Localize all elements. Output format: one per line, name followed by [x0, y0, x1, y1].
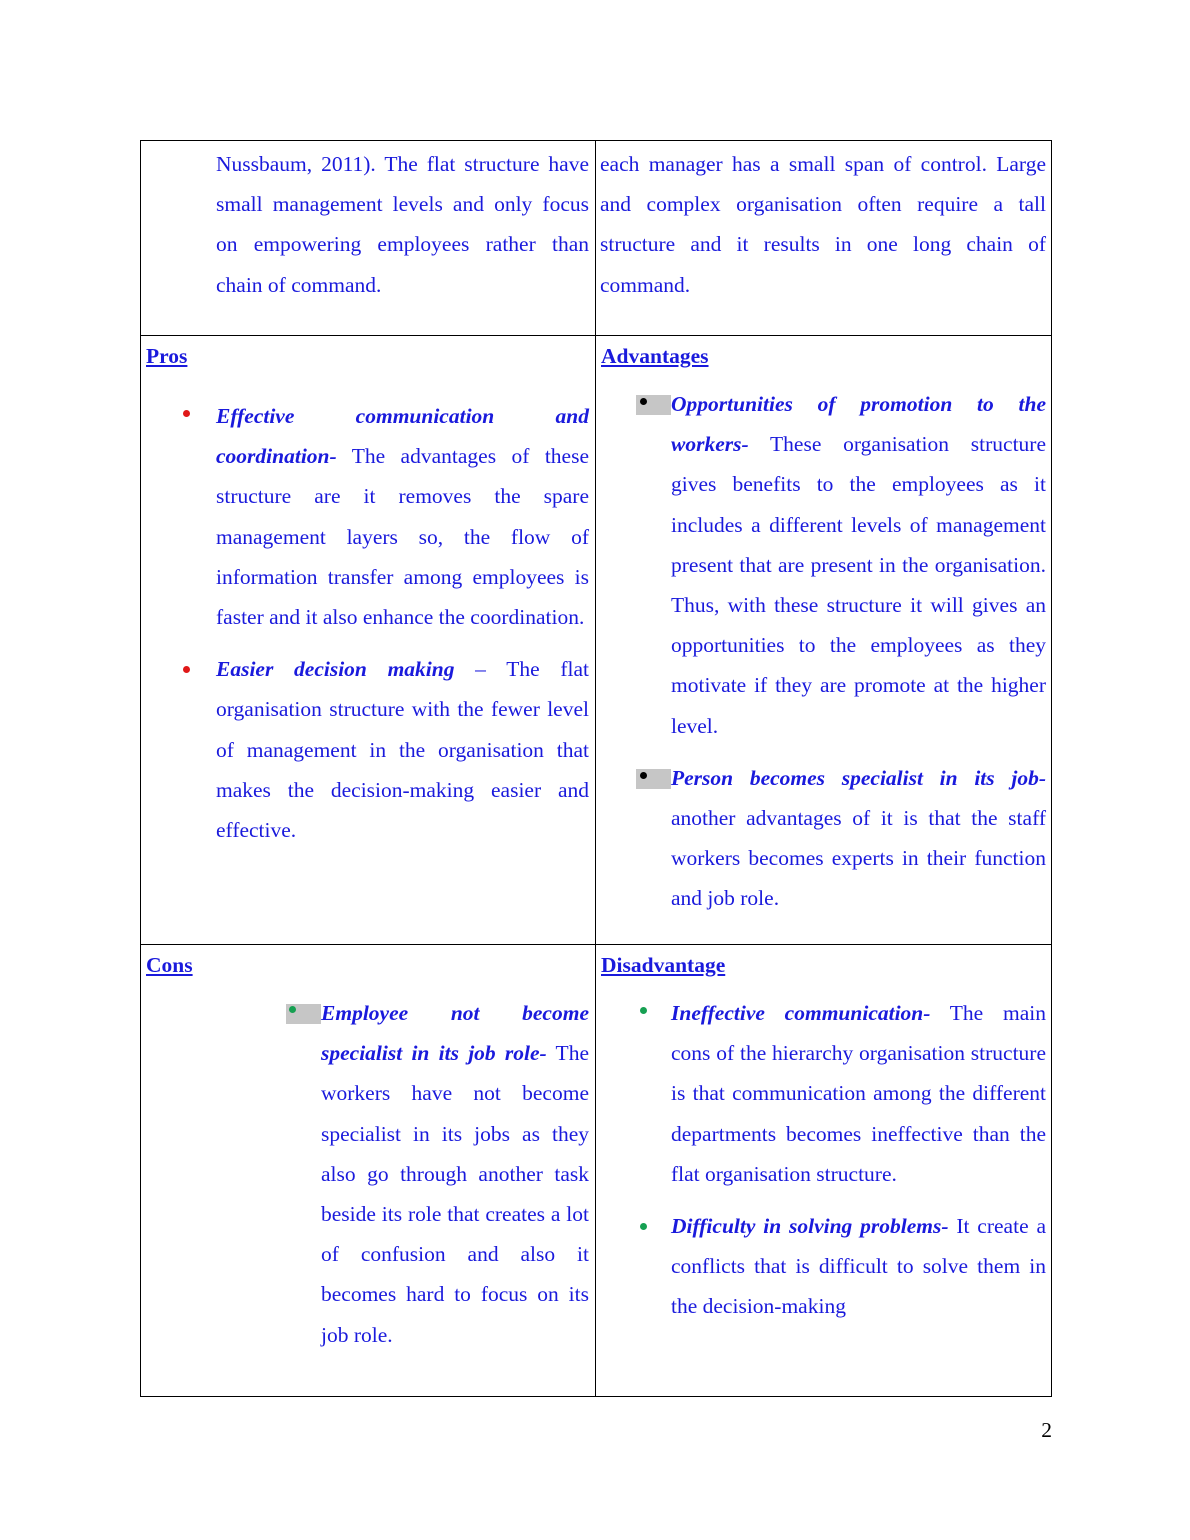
- list-item-term: Effective communication and coordination-: [216, 404, 589, 469]
- list-item-text: The main cons of the hierarchy organisation structure is that communication among the different departments becomes ineffective than the flat organisation structure.: [671, 1001, 1046, 1186]
- bullet-icon: [640, 398, 647, 405]
- list-item-text: another advantages of it is that the staff workers becomes experts in their function and job role.: [671, 806, 1046, 911]
- list-item-term: Opportunities of promotion to the workers-: [671, 392, 1046, 457]
- advantages-heading: Advantages: [601, 344, 709, 368]
- bullet-icon: [640, 1223, 647, 1230]
- table-cell: [596, 945, 1052, 1397]
- cons-heading: Cons: [146, 953, 193, 977]
- list-item-text: The workers have not become specialist in its jobs as they also go through another task beside its role that creates a lot of confusion and also it becomes hard to focus on its job role.: [321, 1041, 589, 1347]
- table-cell: [141, 141, 596, 336]
- list-item-term: Ineffective communication-: [671, 1001, 931, 1025]
- tall-structure-paragraph: each manager has a small span of control. Large and complex organisation often require a tall structure and it results in one long chain of command.: [600, 152, 1046, 297]
- list-item: [321, 993, 589, 1355]
- list-item-term: Easier decision making: [216, 657, 455, 682]
- list-item: [216, 649, 589, 850]
- table-cell: [596, 141, 1052, 336]
- list-item: [216, 396, 589, 637]
- list-item-text: These organisation structure gives benefits to the employees as it includes a different levels of management present that are present in the organisation. Thus, with these structure it will gives an opportunities to the employees as they motivate if they are promote at the higher level.: [671, 432, 1046, 738]
- table-cell: [141, 945, 596, 1397]
- table-cell: [596, 336, 1052, 945]
- list-item: [671, 993, 1046, 1194]
- table-row: [141, 945, 1052, 1397]
- table-cell: [141, 336, 596, 945]
- list-item: [671, 1206, 1046, 1327]
- list-item-text: The advantages of these structure are it removes the spare management layers so, the flow of information transfer among employees is faster and it also enhance the coordination.: [216, 444, 589, 630]
- bullet-icon: [289, 1006, 296, 1013]
- list-item-text: It create a conflicts that is difficult to solve them in the decision-making: [671, 1214, 1046, 1319]
- pros-heading: Pros: [146, 344, 188, 368]
- comparison-table: [140, 140, 1052, 1397]
- list-item-text: – The flat organisation structure with the fewer level of management in the organisation that makes the decision-making easier and effective.: [216, 657, 589, 843]
- bullet-icon: [183, 666, 190, 673]
- list-item: [671, 384, 1046, 746]
- page-number: 2: [1041, 1418, 1052, 1442]
- bullet-icon: [183, 410, 190, 417]
- flat-structure-paragraph: Nussbaum, 2011). The flat structure have small management levels and only focus on empowering employees rather than chain of command.: [216, 152, 589, 297]
- list-item-term: Person becomes specialist in its job-: [671, 765, 1046, 790]
- list-item-term: Difficulty in solving problems-: [671, 1214, 949, 1239]
- list-item-term: Employee not become specialist in its job role-: [321, 1001, 589, 1066]
- bullet-icon: [640, 772, 647, 779]
- disadvantage-heading: Disadvantage: [601, 953, 726, 977]
- bullet-icon: [640, 1007, 647, 1014]
- table-row: [141, 336, 1052, 945]
- table-row: [141, 141, 1052, 336]
- list-item: [671, 758, 1046, 919]
